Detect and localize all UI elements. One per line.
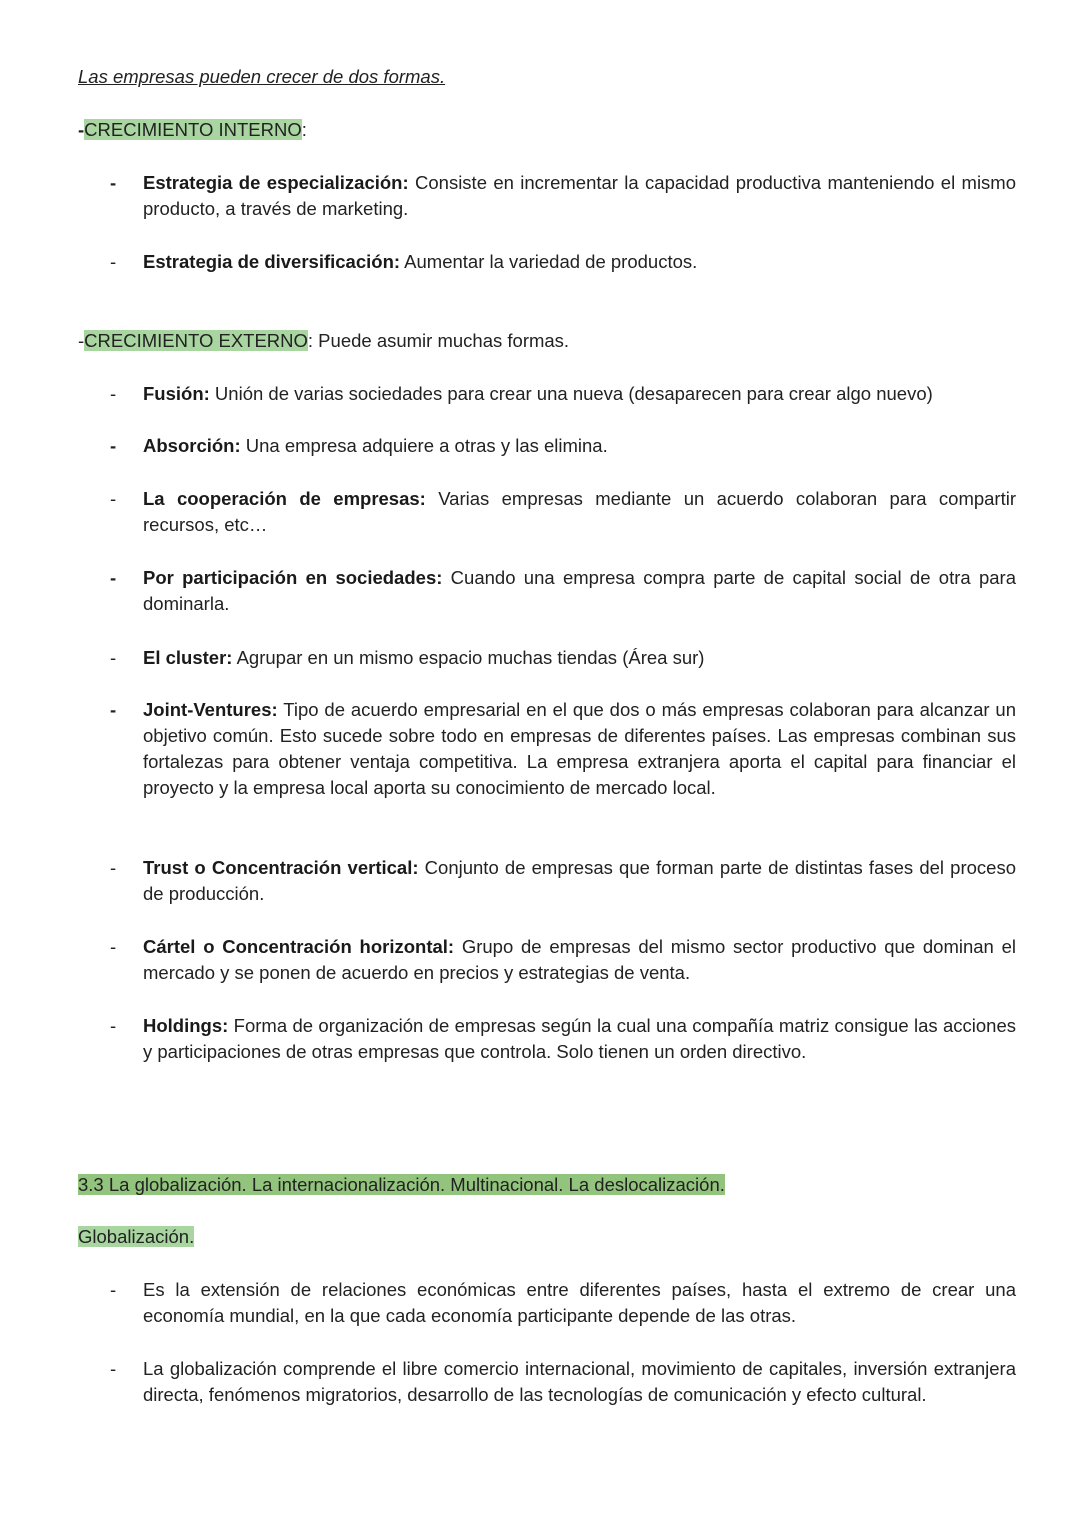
definition: Varias empresas mediante un acuerdo colaboran para compartir recursos, etc… — [143, 488, 1016, 535]
term: Cártel o Concentración horizontal: — [143, 936, 455, 957]
definition: Forma de organización de empresas según la cual una compañía matriz consigue las acciones y participaciones de otras empresas que controla. Solo tienen un orden directivo. — [143, 1015, 1016, 1062]
definition: Cuando una empresa compra parte de capital social de otra para dominarla. — [143, 567, 1016, 614]
bullet-dash: - — [110, 699, 117, 720]
bullet-dash: - — [110, 567, 117, 588]
term: Joint-Ventures: — [143, 699, 278, 720]
list-item-text: Es la extensión de relaciones económicas entre diferentes países, hasta el extremo de crear una economía mundial, en la que cada economía participante depende de las otras. — [143, 1279, 1016, 1326]
bullet-dash: - — [110, 857, 117, 878]
definition: Agrupar en un mismo espacio muchas tiendas (Área sur) — [232, 647, 705, 668]
definition: Conjunto de empresas que forman parte de distintas fases del proceso de producción. — [143, 857, 1016, 904]
term: Estrategia de diversificación: — [143, 251, 401, 272]
bullet-dash: - — [110, 1358, 117, 1379]
term: Por participación en sociedades: — [143, 567, 443, 588]
list-item-text — [143, 170, 1016, 222]
term: Absorción: — [143, 435, 241, 456]
section-title — [78, 1172, 725, 1198]
bullet-dash: - — [110, 936, 117, 957]
bullet-dash: - — [110, 488, 117, 509]
definition: Aumentar la variedad de productos. — [400, 251, 698, 272]
term: Trust o Concentración vertical: — [143, 857, 419, 878]
bullet-dash: - — [110, 1015, 117, 1036]
bullet-dash: - — [110, 172, 117, 193]
bullet-dash: - — [110, 383, 117, 404]
list-item-text: La globalización comprende el libre comercio internacional, movimiento de capitales, inversión extranjera directa, fenómenos migratorios, desarrollo de las tecnologías de comunicación y efecto cultural. — [143, 1358, 1016, 1405]
subheading — [78, 1224, 194, 1250]
term: Fusión: — [143, 383, 210, 404]
list-item-text — [143, 486, 1016, 538]
intro-text: Las empresas pueden crecer de dos formas. — [78, 66, 446, 87]
list-item-text — [143, 565, 1016, 617]
bullet-dash: - — [110, 251, 117, 272]
internal-growth-heading — [78, 117, 307, 143]
heading-prefix: - — [78, 330, 85, 351]
list-item-text — [143, 934, 1016, 986]
list-item-text — [143, 1013, 1016, 1065]
heading-suffix: : Puede asumir muchas formas. — [307, 330, 570, 351]
bullet-dash: - — [110, 435, 117, 456]
heading-suffix: : — [301, 119, 307, 140]
bullet-dash: - — [110, 647, 117, 668]
definition: Consiste en incrementar la capacidad productiva manteniendo el mismo producto, a través de marketing. — [143, 172, 1017, 219]
list-item-text — [143, 855, 1016, 907]
definition: Unión de varias sociedades para crear una nueva (desaparecen para crear algo nuevo) — [209, 383, 933, 404]
subheading-text: Globalización. — [78, 1226, 195, 1247]
definition: Grupo de empresas del mismo sector productivo que dominan el mercado y se ponen de acuerdo en precios y estrategias de venta. — [143, 936, 1016, 983]
external-growth-title: CRECIMIENTO EXTERNO — [84, 330, 308, 351]
heading-prefix: - — [78, 119, 85, 140]
list-item-text — [143, 697, 1016, 801]
bullet-dash: - — [110, 1279, 117, 1300]
term: Estrategia de especialización: — [143, 172, 409, 193]
list-item-text — [143, 381, 1016, 407]
list-item-text — [143, 645, 1016, 671]
definition: Una empresa adquiere a otras y las elimina. — [240, 435, 608, 456]
definition: Tipo de acuerdo empresarial en el que dos o más empresas colaboran para alcanzar un objetivo común. Esto sucede sobre todo en empresas de diferentes países. Las empresas combinan sus fortalezas para obtener ventaja competitiva. La empresa extranjera aporta el capital para financiar el proyecto y la empresa local aporta su conocimiento de mercado local. — [143, 699, 1016, 798]
term: Holdings: — [143, 1015, 229, 1036]
external-growth-heading — [78, 328, 569, 354]
term: El cluster: — [143, 647, 233, 668]
list-item-text — [143, 433, 1016, 459]
list-item-text — [143, 249, 1016, 275]
internal-growth-title: CRECIMIENTO INTERNO — [84, 119, 302, 140]
section-title-text: 3.3 La globalización. La internacionalización. Multinacional. La deslocalización. — [78, 1174, 725, 1195]
term: La cooperación de empresas: — [143, 488, 426, 509]
